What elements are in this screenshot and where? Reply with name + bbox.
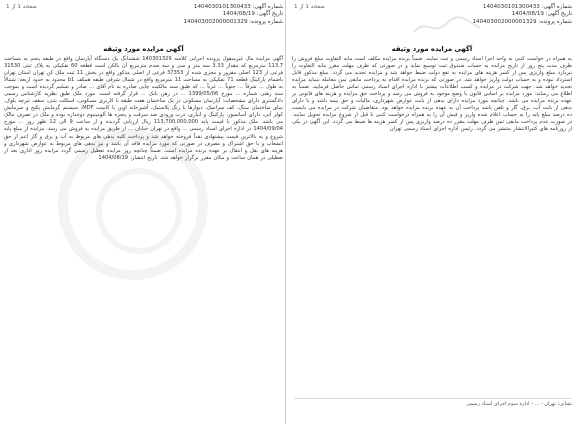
notice-date: تاریخ آگهی: 1404/08/19	[222, 11, 283, 18]
notice-header	[292, 4, 572, 44]
notice-page-left	[0, 0, 286, 424]
file-number: شماره پرونده: 140403002000001329	[472, 18, 572, 25]
notice-footer: نشانی: تهران - ... - اداره سوم اجرای اسناد رسمی	[294, 398, 572, 408]
notice-header	[4, 4, 283, 44]
page-number: صفحه 1 از 1	[6, 4, 37, 10]
tracking-number: شماره آگهی: 1404030101300433	[482, 4, 572, 10]
notice-title: آگهی مزایده مورد وثیقه	[391, 45, 473, 53]
page-number: صفحه 1 از 1	[294, 4, 325, 10]
tracking-number: شماره آگهی: 1404030101300433	[193, 4, 283, 10]
notice-identifiers	[183, 4, 283, 26]
notice-date: تاریخ آگهی: 1404/08/19	[511, 11, 572, 18]
seal-inner-ring	[96, 168, 182, 254]
file-number: شماره پرونده: 140403002000001329	[183, 18, 283, 25]
notice-identifiers	[472, 4, 572, 26]
notice-body: به همراه در خواست کتبی به واحد اجرا اسناد رسمی و ثبت نمایند. ضمناً برنده مزایده مکلف است مابه التفاوت مبلغ فروش را ظرف مدت پنج روز از تاریخ مزایده به حساب صندوق ثبت توسیع نماید و در صورتی که ظرف مهلت مقرر مابه التفاوت را نپردازد مبلغ واریزی پس از کسر هزینه های مزایده به نفع دولت ضبط خواهد شد و مزایده تجدید می گردد. مبلغ مذکور قابل استرداد نبوده و به حساب دولت واریز خواهد شد. در صورتی که برنده مزایده اقدام به پرداخت مابقی ثمن معامله ننماید مزایده تجدید خواهد شد. جهت شرکت در مزایده و کسب اطلاعات بیشتر با اداره اجرای اسناد رسمی تماس حاصل فرمایید. ضمناً به اطلاع می رساند: مورد مزایده بر اساس قانون با وضع موجود به فروش می رسد و پرداخت حق مزایده و هزینه های قانونی بر عهده برنده مزایده می باشد. چنانچه مورد مزایده دارای بدهی از بابت عوارض شهرداری، مالیات و حق بیمه باشد و یا دارای بدهی از بابت آب، برق، گاز و تلفن باشد پرداخت آن به عهده برنده مزایده خواهد بود. متقاضیان شرکت در مزایده می بایست ده درصد مبلغ پایه را به حساب اعلام شده واریز و فیش آن را به همراه درخواست کتبی تا قبل از شروع مزایده تحویل نمایند. در صورت عدم پرداخت مابقی ثمن ظرف مهلت مقرر ده درصد واریزی پس از کسر هزینه ها ضبط می گردد. این آگهی در یکی از روزنامه های کثیرالانتشار منتشر می گردد. رئیس اداره اجرای اسناد رسمی تهران	[292, 56, 572, 133]
notice-page-right	[290, 0, 576, 424]
notice-title: آگهی مزایده مورد وثیقه	[103, 45, 184, 53]
notice-body: آگهی مزایده مال غیرمنقول پرونده اجرایی کلاسه 140301329 ششدانگ یک دستگاه آپارتمان واقع در طبقه پنجم به مساحت 113.7 مترمربع که مقدار 3.33 سه متر و سی و سه صدم مترمربع آن بالکن است قطعه 60 تفکیکی به پلاک ثبتی 31530 فرعی از 123 اصلی مفروز و مجزی شده از 37353 فرعی از اصلی مذکور واقع در بخش 11 ثبت ملک کن تهران استان تهران باضمام پارکینگ قطعه 71 تفکیکی به مساحت 11 مترمربع واقع در شمال شرقی طبقه همکف b1 محدود به حدود اربعه: شمالاً به طول ... شرقاً ... جنوباً ... غرباً ... که طبق سند مالکیت چاپی صادره به نام آقای ... صادر و تسلیم گردیده است و بموجب سند رهنی شماره ... مورخ 1399/05/06 ... در رهن بانک ... قرار گرفته است. مورد ملک طبق نظریه کارشناس رسمی دادگستری دارای مشخصات: آپارتمان مسکونی در یک ساختمان هفت طبقه با کاربری مسکونی، اسکلت بتنی، سقف تیرچه بلوک، نمای ساختمان سنگ، کف سرامیک، دیوارها با رنگ پلاستیک، آشپزخانه اوپن با کابینت MDF، سیستم گرمایش پکیج و سرمایش کولر آبی، دارای آسانسور، پارکینگ و انباری، درب ورودی ضد سرقت و پنجره ها آلومینیوم دوجداره بوده و ملک در تصرف مالک می باشد. ملک مذکور با قیمت پایه 113,700,000,000 ریال ارزیابی گردیده و از ساعت 9 الی 12 ظهر روز ... مورخ 1404/09/04 در اداره اجرای اسناد رسمی ... واقع در تهران خیابان ... از طریق مزایده به فروش می رسد. مزایده از مبلغ پایه شروع و به بالاترین قیمت پیشنهادی نقداً فروخته خواهد شد و پرداخت کلیه بدهی های مربوط به آب و برق و گاز اعم از حق انشعاب و یا حق اشتراک و مصرف در صورتی که مورد مزایده فاقد آن باشد و نیز بدهی های مربوط به عوارض شهرداری و هزینه های نقل و انتقال بر عهده برنده مزایده است. ضمناً چنانچه روز مزایده تعطیل رسمی گردد مزایده روز اداری بعد از تعطیلی در همان ساعت و مکان مقرر برگزار خواهد شد. تاریخ انتشار: 1404/08/19	[4, 56, 284, 161]
